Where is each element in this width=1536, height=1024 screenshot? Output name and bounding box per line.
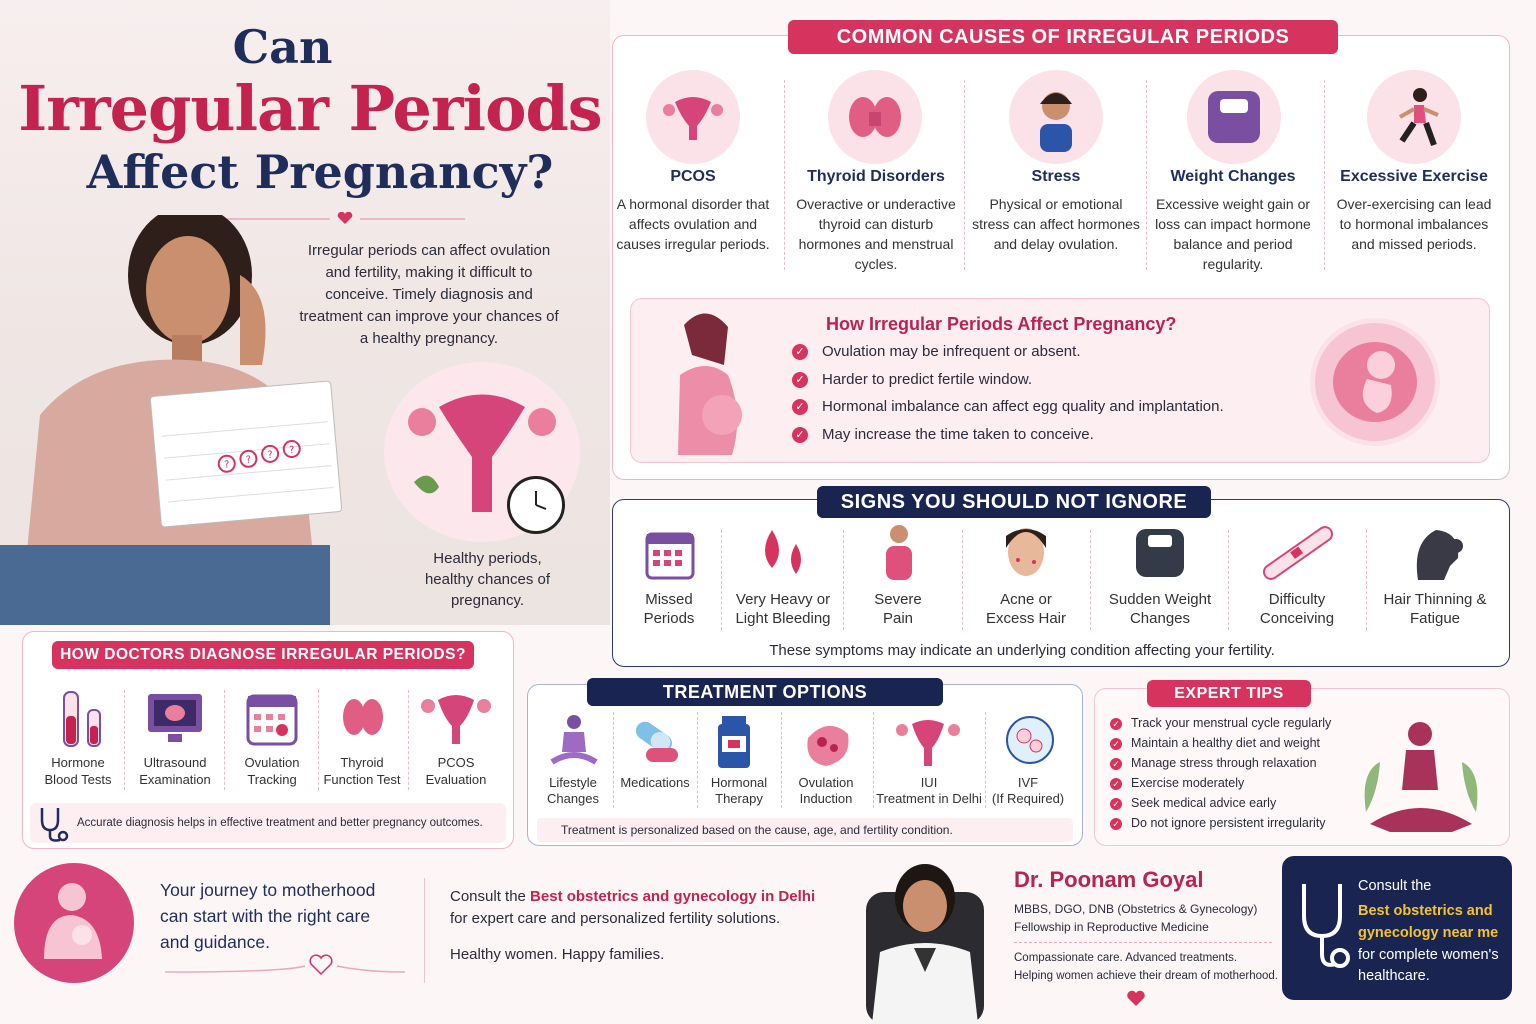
signs-heading: SIGNS YOU SHOULD NOT IGNORE: [817, 486, 1211, 518]
sign-conceiving: Difficulty Conceiving: [1259, 591, 1335, 627]
treatment-heading: TREATMENT OPTIONS: [587, 678, 943, 706]
ivf-dish-icon: [1004, 714, 1056, 766]
tip-item: ✓ Seek medical advice early: [1110, 796, 1276, 810]
mother-baby-icon: [14, 863, 134, 983]
cause-title-thyroid: Thyroid Disorders: [807, 168, 945, 185]
cause-divider: [784, 80, 785, 270]
ultrasound-icon: [146, 692, 204, 746]
lifestyle-icon: [550, 714, 598, 768]
cause-desc-stress: Physical or emotional stress can affect hormones and delay ovulation.: [972, 196, 1140, 252]
tip-item: ✓ Maintain a healthy diet and weight: [1110, 736, 1320, 750]
check-icon: ✓: [1110, 758, 1122, 770]
stethoscope-icon: [1294, 880, 1352, 978]
treat-ivf: IVF (If Required): [991, 775, 1065, 806]
diag-hormone-tests: Hormone Blood Tests: [44, 755, 112, 787]
ovulation-calendar-icon: [246, 690, 298, 746]
svg-text:?: ?: [223, 459, 231, 471]
heart-icon: [1126, 990, 1146, 1008]
affect-point: ✓ May increase the time taken to conceive.: [792, 426, 1094, 444]
diag-ovulation: Ovulation Tracking: [244, 755, 300, 787]
thyroid-icon: [828, 70, 922, 164]
ovary-icon: [800, 714, 854, 770]
sign-weight: Sudden Weight Changes: [1108, 591, 1212, 627]
bottom-divider: [424, 878, 425, 983]
uterus-evaluation-icon: [418, 690, 494, 746]
capsule-icon: [630, 718, 682, 766]
doctor-fellowship: Fellowship in Reproductive Medicine: [1014, 920, 1209, 934]
check-icon: ✓: [1110, 778, 1122, 790]
best-gyn-delhi-link[interactable]: Best obstetrics and gynecology in Delhi: [530, 888, 816, 905]
cause-divider: [1324, 80, 1325, 270]
acne-icon: [1000, 522, 1052, 584]
cause-title-weight: Weight Changes: [1170, 168, 1296, 185]
weight-scale-icon: [1187, 70, 1281, 164]
causes-heading: COMMON CAUSES OF IRREGULAR PERIODS: [788, 20, 1338, 54]
affect-point: ✓ Ovulation may be infrequent or absent.: [792, 343, 1081, 361]
signs-footer: These symptoms may indicate an underlying condition affecting your fertility.: [769, 642, 1275, 659]
tip-item: ✓ Exercise moderately: [1110, 776, 1244, 790]
cause-divider: [1146, 80, 1147, 270]
svg-text:?: ?: [288, 444, 295, 457]
doctor-tag1: Compassionate care. Advanced treatments.: [1014, 952, 1238, 964]
treat-hormonal: Hormonal Therapy: [710, 775, 768, 806]
check-icon: ✓: [792, 372, 808, 388]
running-icon: [1367, 70, 1461, 164]
consult-text: Consult the Best obstetrics and gynecology in Delhi for expert care and personalized fertility solutions.: [450, 888, 816, 927]
title-line2: Irregular Periods: [18, 72, 602, 145]
svg-text:?: ?: [267, 449, 274, 462]
affect-heading: How Irregular Periods Affect Pregnancy?: [826, 314, 1177, 334]
sign-severe-pain: Severe Pain: [874, 591, 922, 627]
tip-item: ✓ Track your menstrual cycle regularly: [1110, 716, 1331, 730]
sign-divider: [962, 530, 963, 630]
tip-item: ✓ Do not ignore persistent irregularity: [1110, 816, 1326, 830]
treatment-footer: Treatment is personalized based on the cause, age, and fertility condition.: [561, 823, 953, 837]
hair-thinning-icon: [1408, 522, 1464, 584]
tip-item: ✓ Manage stress through relaxation: [1110, 756, 1317, 770]
iui-uterus-icon: [894, 716, 962, 768]
check-icon: ✓: [792, 399, 808, 415]
check-icon: ✓: [1110, 738, 1122, 750]
stethoscope-icon: [36, 806, 72, 844]
svg-text:?: ?: [245, 454, 252, 467]
tips-heading: EXPERT TIPS: [1147, 680, 1311, 707]
diag-pcos: PCOS Evaluation: [425, 755, 487, 787]
cause-desc-exercise: Over-exercising can lead to hormonal imbalances and missed periods.: [1336, 196, 1492, 252]
scale-icon: [1134, 527, 1186, 579]
cause-desc-weight: Excessive weight gain or loss can impact hormone balance and period regularity.: [1155, 196, 1311, 272]
diag-ultrasound: Ultrasound Examination: [139, 755, 211, 787]
sign-divider: [1228, 530, 1229, 630]
journey-text: Your journey to motherhood can start with the right care and guidance.: [160, 880, 376, 952]
cause-divider: [964, 80, 965, 270]
treat-ovulation: Ovulation Induction: [798, 775, 854, 806]
pcos-icon: [646, 70, 740, 164]
doctor-tag2: Helping women achieve their dream of motherhood.: [1014, 970, 1279, 982]
sign-divider: [1366, 530, 1367, 630]
cta-line3: for complete women's healthcare.: [1358, 947, 1499, 984]
check-icon: ✓: [792, 427, 808, 443]
medicine-bottle-icon: [714, 714, 754, 770]
stress-icon: [1009, 70, 1103, 164]
sign-divider: [1090, 530, 1091, 630]
cause-title-pcos: PCOS: [670, 168, 716, 185]
check-icon: ✓: [792, 344, 808, 360]
doctor-name: Dr. Poonam Goyal: [1014, 867, 1204, 892]
treat-iui: IUI Treatment in Delhi: [876, 775, 982, 806]
check-icon: ✓: [1110, 798, 1122, 810]
affect-point: ✓ Hormonal imbalance can affect egg quality and implantation.: [792, 398, 1224, 416]
sign-hair-thinning: Hair Thinning & Fatigue: [1383, 591, 1487, 627]
cta-highlight[interactable]: Best obstetrics and gynecology near me: [1358, 903, 1499, 941]
treat-lifestyle: Lifestyle Changes: [546, 775, 600, 806]
sign-missed-periods: Missed Periods: [643, 591, 695, 627]
blood-drops-icon: [752, 524, 812, 584]
journey-underline: [165, 952, 405, 978]
yoga-woman-icon: [1356, 712, 1486, 840]
affect-point: ✓ Harder to predict fertile window.: [792, 371, 1032, 389]
test-tubes-icon: [58, 690, 106, 748]
cause-title-exercise: Excessive Exercise: [1340, 168, 1488, 185]
diagnose-heading: HOW DOCTORS DIAGNOSE IRREGULAR PERIODS?: [52, 641, 474, 669]
cause-desc-pcos: A hormonal disorder that affects ovulation and causes irregular periods.: [616, 196, 770, 252]
cause-desc-thyroid: Overactive or underactive thyroid can disturb hormones and menstrual cycles.: [796, 196, 956, 272]
doctor-divider: [1014, 942, 1272, 943]
calendar-icon: [645, 528, 695, 580]
cause-title-stress: Stress: [1031, 168, 1081, 185]
thyroid-test-icon: [340, 694, 386, 740]
doctor-photo: [850, 852, 1000, 1024]
sign-acne: Acne or Excess Hair: [985, 591, 1067, 627]
check-icon: ✓: [1110, 818, 1122, 830]
clock-icon: [507, 476, 565, 534]
pain-icon: [872, 522, 926, 584]
pregnant-woman-illustration: [648, 305, 758, 455]
cta-line1: Consult the: [1358, 878, 1432, 894]
check-icon: ✓: [1110, 718, 1122, 730]
slogan: Healthy women. Happy families.: [450, 946, 665, 963]
fetus-icon: [1310, 318, 1440, 446]
pregnancy-test-icon: [1262, 522, 1334, 584]
sign-bleeding: Very Heavy or Light Bleeding: [735, 591, 831, 627]
calendar-illustration: [150, 380, 343, 527]
treat-medications: Medications: [620, 775, 690, 790]
heart-outline-icon: [310, 955, 332, 974]
diagnose-footer: Accurate diagnosis helps in effective treatment and better pregnancy outcomes.: [77, 817, 483, 829]
title-line3: Affect Pregnancy?: [86, 145, 554, 199]
hero-intro: Irregular periods can affect ovulation and fertility, making it difficult to conceive. Timely diagnosis and treatment can improve your chances of a healthy pregnancy.: [299, 242, 559, 347]
doctor-quals: MBBS, DGO, DNB (Obstetrics & Gynecology): [1014, 902, 1258, 916]
title-line1: Can: [232, 20, 333, 74]
healthy-caption: Healthy periods, healthy chances of pregnancy.: [424, 550, 551, 609]
diag-thyroid: Thyroid Function Test: [323, 755, 401, 787]
